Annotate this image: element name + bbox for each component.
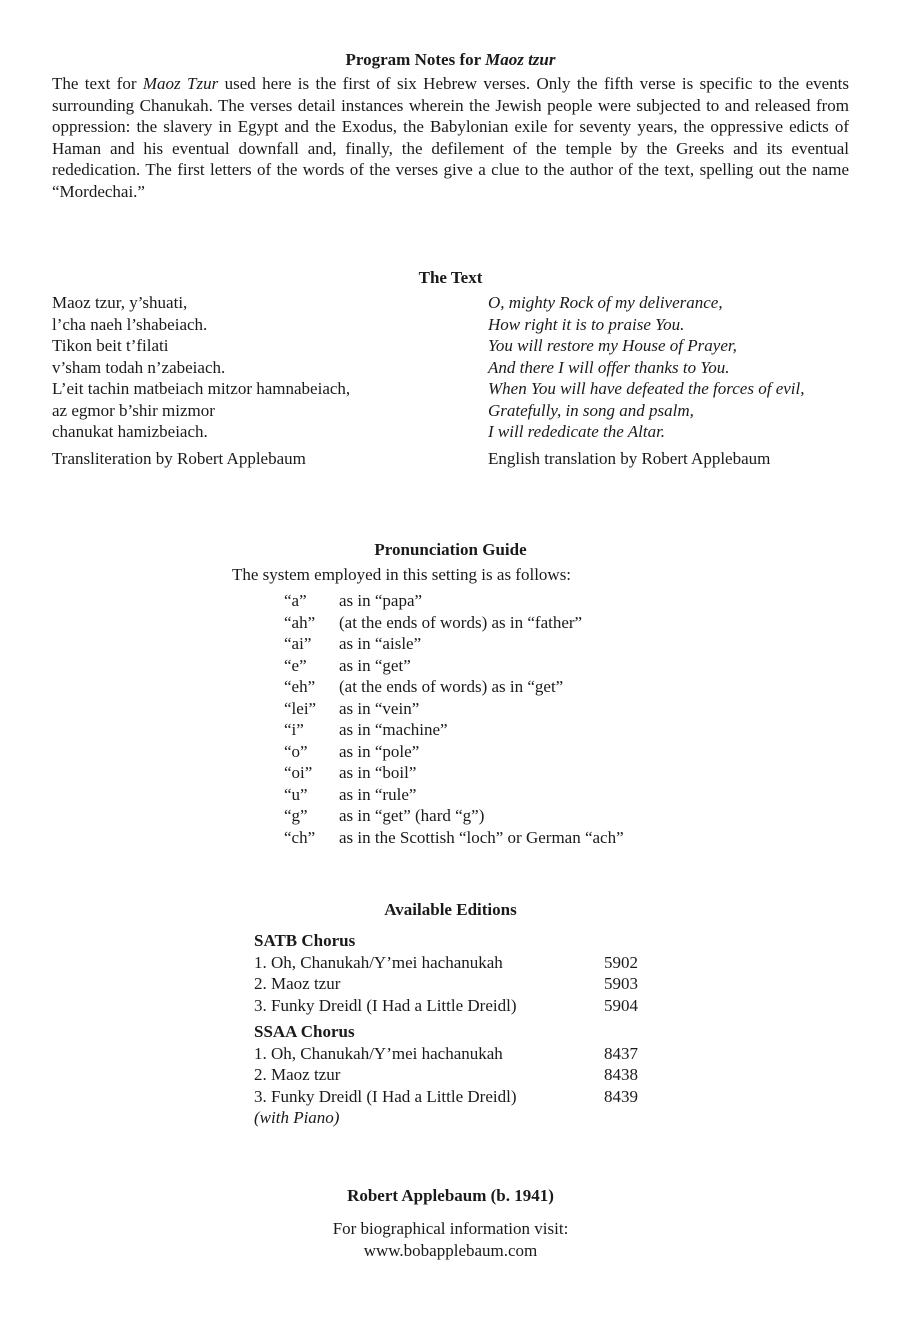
pronunciation-item [284,655,624,677]
edition-group-satb [254,930,654,1016]
transliteration-credit: Transliteration by Robert Applebaum [52,448,306,468]
pronunciation-key: “e” [284,655,307,675]
pronunciation-desc: as in “vein” [339,698,420,718]
pronunciation-key: “i” [284,720,304,739]
pronunciation-key: “oi” [284,763,313,782]
pronunciation-desc: (at the ends of words) as in “get” [339,677,564,696]
the-text-title: The Text [418,268,483,287]
edition-item [254,995,654,1017]
pronunciation-key: “ai” [284,634,312,653]
edition-number: 8439 [604,1086,638,1106]
transliteration-line: az egmor b’shir mizmor [52,400,215,420]
pronunciation-desc: as in “pole” [339,741,420,761]
pronunciation-item [284,698,624,720]
pronunciation-desc: as in “boil” [339,763,417,782]
pronunciation-desc: (at the ends of words) as in “father” [339,612,583,632]
pronunciation-key: “g” [284,806,308,825]
author-url: www.bobapplebaum.com [363,1240,538,1260]
bio-text: For biographical information visit: [332,1219,569,1238]
pronunciation-item [284,784,624,806]
translation-line: O, mighty Rock of my deliverance, [488,293,723,312]
edition-item [254,1043,654,1065]
translation-column [488,292,848,469]
pronunciation-item [284,633,624,655]
editions-list [254,930,654,1129]
transliteration-line: l’cha naeh l’shabeiach. [52,314,208,334]
translation-line: Gratefully, in song and psalm, [488,400,694,420]
edition-number: 8437 [604,1043,638,1063]
pronunciation-key: “ch” [284,827,316,847]
transliteration-line: Maoz tzur, y’shuati, [52,293,188,312]
pronunciation-item [284,741,624,763]
edition-name: 2. Maoz tzur [254,974,341,993]
translation-line: You will restore my House of Prayer, [488,336,737,355]
pronunciation-list [284,590,624,848]
edition-item [254,973,654,995]
pronunciation-desc: as in the Scottish “loch” or German “ach” [339,827,624,847]
pronunciation-key: “ah” [284,612,316,632]
pronunciation-intro: The system employed in this setting is as follows: [232,565,572,584]
edition-number: 5903 [604,974,638,993]
program-notes-title: Program Notes for Maoz tzur [345,50,556,69]
pronunciation-key: “lei” [284,698,317,718]
pronunciation-key: “o” [284,741,308,761]
edition-group-heading: SSAA Chorus [254,1022,355,1041]
edition-number: 8438 [604,1065,638,1084]
pronunciation-desc: as in “rule” [339,784,417,804]
pronunciation-desc: as in “machine” [339,720,448,739]
available-editions-title: Available Editions [384,900,517,919]
translation-line: How right it is to praise You. [488,314,685,334]
pronunciation-key: “a” [284,591,307,610]
transliteration-column [52,292,472,469]
translation-line: I will rededicate the Altar. [488,422,666,441]
translation-credit: English translation by Robert Applebaum [488,448,771,468]
pronunciation-item [284,590,624,612]
pronunciation-item [284,612,624,634]
edition-group-ssaa [254,1021,654,1129]
translation-line: And there I will offer thanks to You. [488,357,730,377]
transliteration-line: v’sham todah n’zabeiach. [52,357,226,377]
edition-name: 3. Funky Dreidl (I Had a Little Dreidl) [254,995,517,1015]
pronunciation-item [284,719,624,741]
pronunciation-key: “u” [284,784,308,804]
edition-name: 1. Oh, Chanukah/Y’mei hachanukah [254,952,503,972]
pronunciation-item [284,676,624,698]
pronunciation-desc: as in “get” (hard “g”) [339,806,485,825]
edition-item [254,1086,654,1108]
edition-name: 3. Funky Dreidl (I Had a Little Dreidl) [254,1086,517,1106]
author-name: Robert Applebaum (b. 1941) [347,1186,554,1205]
author-bio [52,1218,849,1261]
edition-item [254,1064,654,1086]
edition-number: 5904 [604,995,638,1015]
edition-name: 1. Oh, Chanukah/Y’mei hachanukah [254,1043,503,1063]
program-notes-body: The text for Maoz Tzur used here is the first of six Hebrew verses. Only the fifth verse is specific to the events surrounding Chanukah. The verses detail instances wherein the Jewish people were subjected to and released from oppression: the slavery in Egypt and the Exodus, the Babylonian exile for seventy years, the oppressive edicts of Haman and his eventual downfall and, finally, the defilement of the temple by the Greeks and its eventual rededication. The first letters of the words of the verses give a clue to the author of the text, spelling out the name “Mordechai.” [52,74,850,201]
edition-note: (with Piano) [254,1108,340,1127]
transliteration-line: chanukat hamizbeiach. [52,422,208,441]
edition-group-heading: SATB Chorus [254,931,356,950]
edition-name: 2. Maoz tzur [254,1065,341,1084]
pronunciation-item [284,805,624,827]
transliteration-line: Tikon beit t’filati [52,336,169,355]
pronunciation-desc: as in “aisle” [339,634,422,653]
pronunciation-key: “eh” [284,677,316,696]
pronunciation-guide-title: Pronunciation Guide [374,540,527,559]
pronunciation-desc: as in “papa” [339,591,423,610]
edition-item [254,952,654,974]
pronunciation-item [284,827,624,849]
pronunciation-item [284,762,624,784]
translation-line: When You will have defeated the forces of evil, [488,379,805,398]
pronunciation-desc: as in “get” [339,655,411,675]
transliteration-line: L’eit tachin matbeiach mitzor hamnabeiach, [52,379,351,398]
edition-number: 5902 [604,952,638,972]
